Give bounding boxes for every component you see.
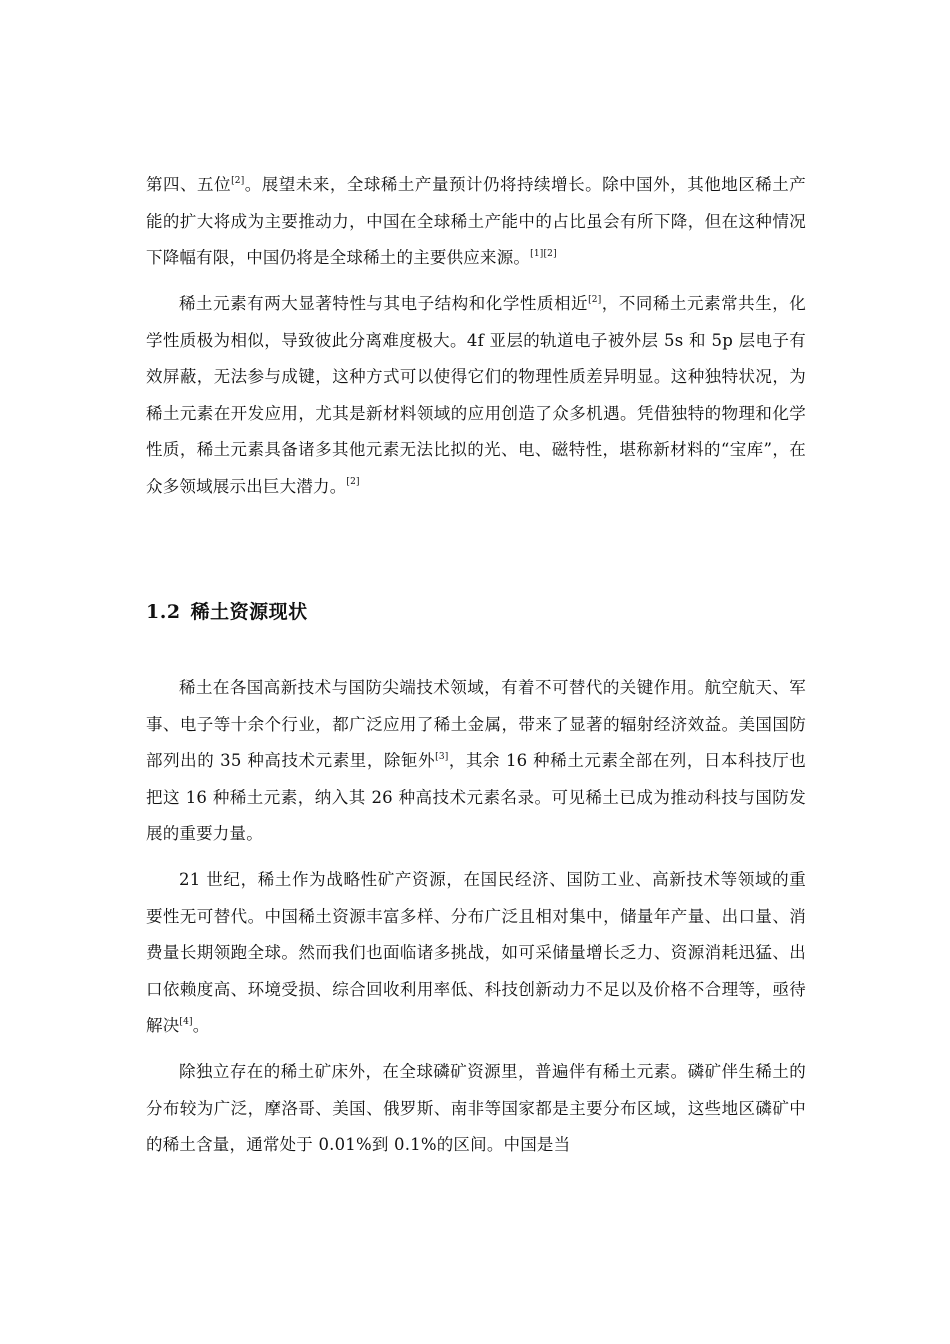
section-heading — [146, 596, 308, 628]
paragraph-rare-earth-properties — [146, 286, 806, 505]
paragraph-phosphate-deposits — [146, 1054, 806, 1164]
citation-ref: [1][2] — [530, 248, 557, 259]
section-title: 稀土资源现状 — [190, 601, 308, 623]
paragraph-text: 21 世纪，稀土作为战略性矿产资源，在国民经济、国防工业、高新技术等领域的重要性无可替代。中国稀土资源丰富多样、分布广泛且相对集中，储量年产量、出口量、消费量长期领跑全球。然而我们也面临诸多挑战，如可采储量增长乏力、资源消耗迅猛、出口依赖度高、环境受损、综合回收利用率低、科技创新动力不足以及价格不合理等，亟待解决 — [146, 870, 806, 1035]
paragraph-text: ，不同稀土元素常共生，化学性质极为相似，导致彼此分离难度极大。4f 亚层的轨道电子被外层 5s 和 5p 层电子有效屏蔽，无法参与成键，这种方式可以使得它们的物理性质差异明显。这种独特状况，为稀土元素在开发应用，尤其是新材料领域的应用创造了众多机遇。凭借独特的物理和化学性质，稀土元素具备诸多其他元素无法比拟的光、电、磁特性，堪称新材料的“宝库”，在众多领域展示出巨大潜力。 — [146, 294, 806, 496]
citation-ref: [2] — [231, 175, 245, 186]
paragraph-text: 第四、五位 — [146, 175, 232, 194]
paragraph-text: 稀土元素有两大显著特性与其电子结构和化学性质相近 — [179, 294, 589, 313]
paragraph-strategic-resource — [146, 862, 806, 1045]
citation-ref: [4] — [179, 1016, 193, 1027]
citation-ref: [2] — [588, 294, 602, 305]
section-number: 1.2 — [146, 601, 181, 623]
paragraph-text: 。 — [192, 1016, 210, 1035]
paragraph-text: ，其余 16 种稀土元素全部在列，日本科技厅也把这 16 种稀土元素，纳入其 26 种高技术元素名录。可见稀土已成为推动科技与国防发展的重要力量。 — [146, 751, 806, 843]
paragraph-text: 除独立存在的稀土矿床外，在全球磷矿资源里，普遍伴有稀土元素。磷矿伴生稀土的分布较为广泛，摩洛哥、美国、俄罗斯、南非等国家都是主要分布区域，这些地区磷矿中的稀土含量，通常处于 0.01%到 0.1%的区间。中国是当 — [146, 1062, 806, 1154]
citation-ref: [3] — [435, 751, 449, 762]
paragraph-continuation — [146, 167, 806, 277]
paragraph-text: 稀土在各国高新技术与国防尖端技术领域，有着不可替代的关键作用。航空航天、军事、电子等十余个行业，都广泛应用了稀土金属，带来了显著的辐射经济效益。美国国防部列出的 35 种高技术元素里，除钷外 — [146, 678, 806, 770]
paragraph-text: 。展望未来，全球稀土产量预计仍将持续增长。除中国外，其他地区稀土产能的扩大将成为主要推动力，中国在全球稀土产能中的占比虽会有所下降，但在这种情况下降幅有限，中国仍将是全球稀土的主要供应来源。 — [146, 175, 807, 267]
citation-ref: [2] — [346, 477, 360, 487]
paragraph-key-role — [146, 670, 806, 853]
